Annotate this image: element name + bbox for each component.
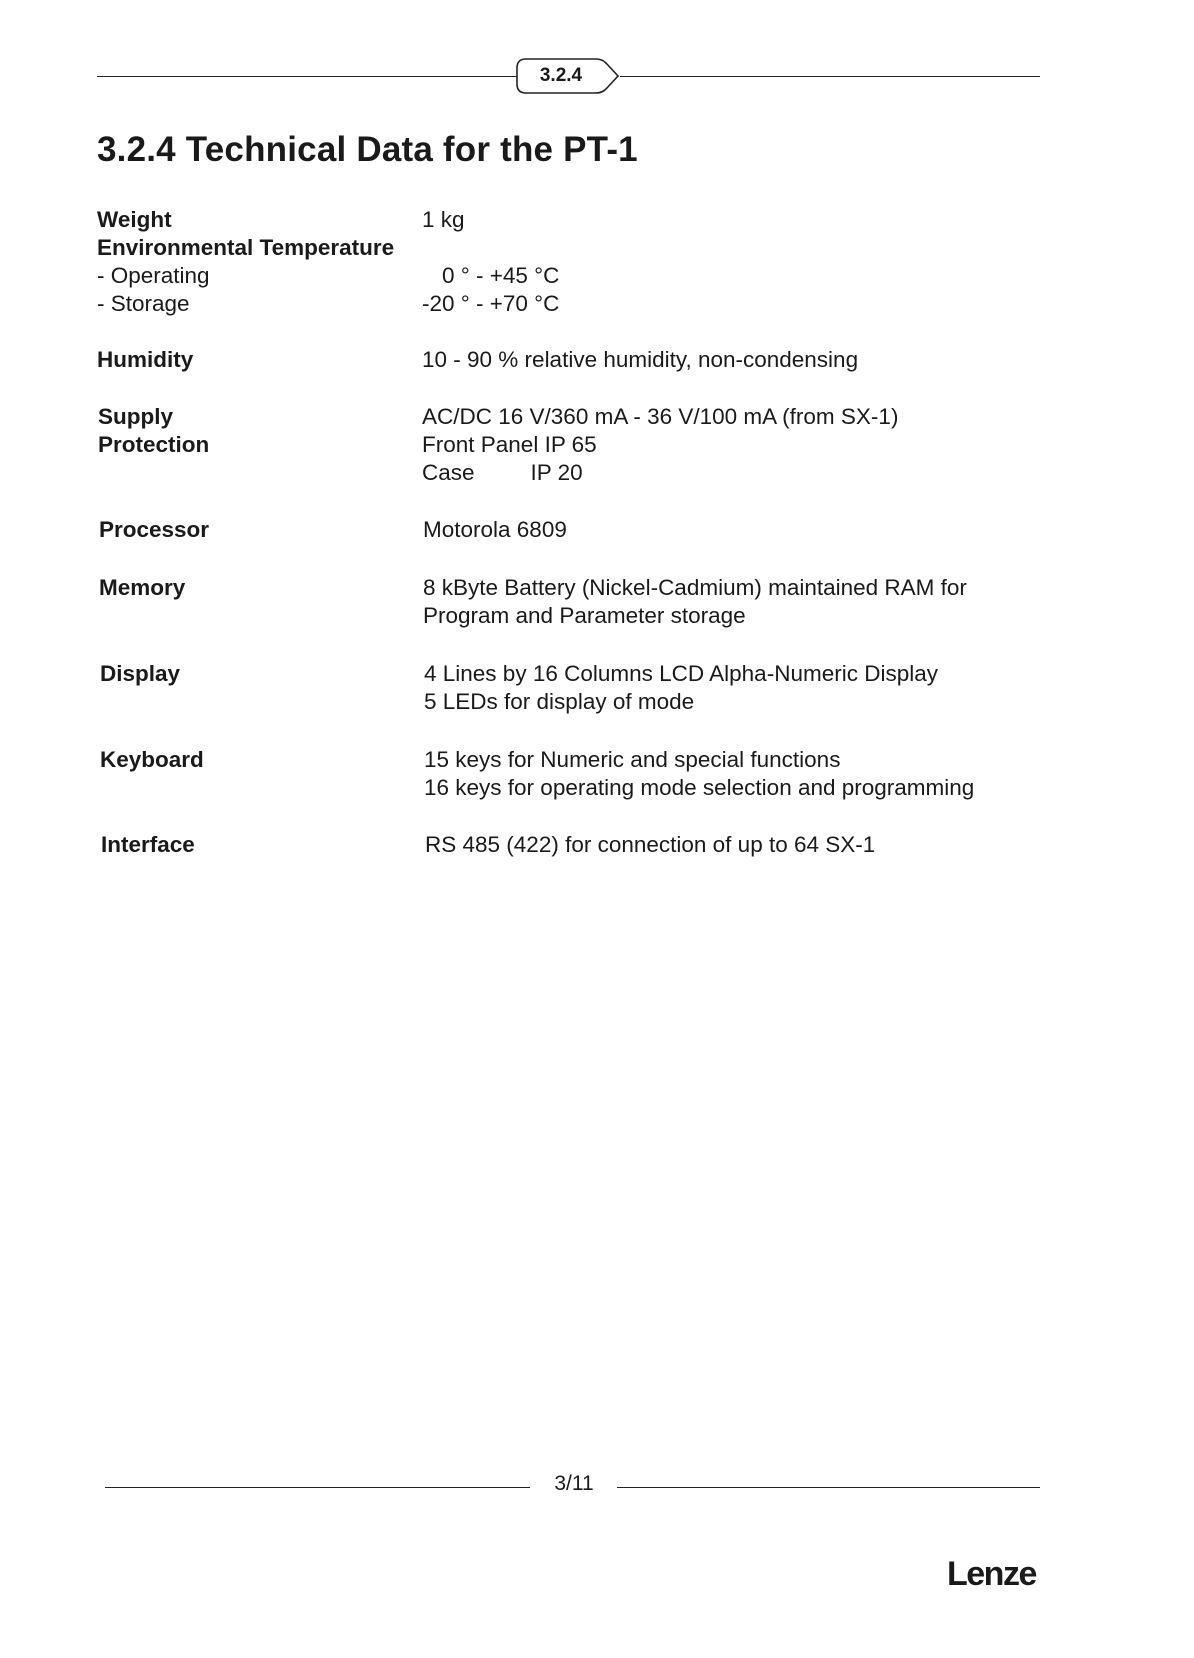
humidity-label: Humidity — [97, 347, 194, 372]
display-label: Display — [100, 661, 181, 686]
memory-line-2: Program and Parameter storage — [423, 603, 746, 628]
keyboard-label: Keyboard — [100, 747, 204, 772]
header-rule-left — [97, 76, 517, 77]
weight-value: 1 kg — [422, 207, 465, 232]
env-temp-label: Environmental Temperature — [97, 235, 395, 260]
keyboard-line-2: 16 keys for operating mode selection and programming — [424, 775, 975, 800]
page-number: 3/11 — [554, 1472, 594, 1495]
header-rule-right — [620, 76, 1040, 77]
page-title: 3.2.4 Technical Data for the PT-1 — [97, 130, 638, 169]
memory-label: Memory — [99, 575, 186, 600]
operating-label: - Operating — [97, 263, 210, 288]
protection-case-label: Case — [422, 460, 475, 485]
protection-case — [422, 459, 583, 487]
keyboard-value — [424, 746, 974, 802]
humidity-value: 10 - 90 % relative humidity, non-condensing — [422, 347, 859, 372]
section-tab-label: 3.2.4 — [539, 65, 583, 86]
footer-rule-right — [617, 1487, 1040, 1488]
memory-line-1: 8 kByte Battery (Nickel-Cadmium) maintained RAM for — [423, 575, 967, 600]
keyboard-line-1: 15 keys for Numeric and special functions — [424, 747, 841, 772]
storage-value: -20 ° - +70 °C — [422, 291, 560, 316]
protection-label: Protection — [98, 432, 210, 457]
display-value — [424, 660, 938, 716]
lenze-logo: Lenze — [947, 1555, 1036, 1593]
operating-value: 0 ° - +45 °C — [442, 263, 560, 288]
interface-value: RS 485 (422) for connection of up to 64 SX-1 — [425, 832, 876, 857]
supply-value: AC/DC 16 V/360 mA - 36 V/100 mA (from SX-1) — [422, 404, 899, 429]
supply-label: Supply — [98, 404, 174, 429]
storage-label: - Storage — [97, 291, 190, 316]
memory-value — [423, 574, 967, 630]
protection-case-value: IP 20 — [530, 460, 583, 485]
footer-rule-left — [105, 1487, 530, 1488]
protection-front-panel: Front Panel IP 65 — [422, 432, 597, 457]
section-tab — [516, 58, 620, 94]
processor-label: Processor — [99, 517, 210, 542]
display-line-1: 4 Lines by 16 Columns LCD Alpha-Numeric Display — [424, 661, 938, 686]
processor-value: Motorola 6809 — [423, 517, 567, 542]
interface-label: Interface — [101, 832, 195, 857]
weight-label: Weight — [97, 207, 172, 232]
display-line-2: 5 LEDs for display of mode — [424, 689, 695, 714]
